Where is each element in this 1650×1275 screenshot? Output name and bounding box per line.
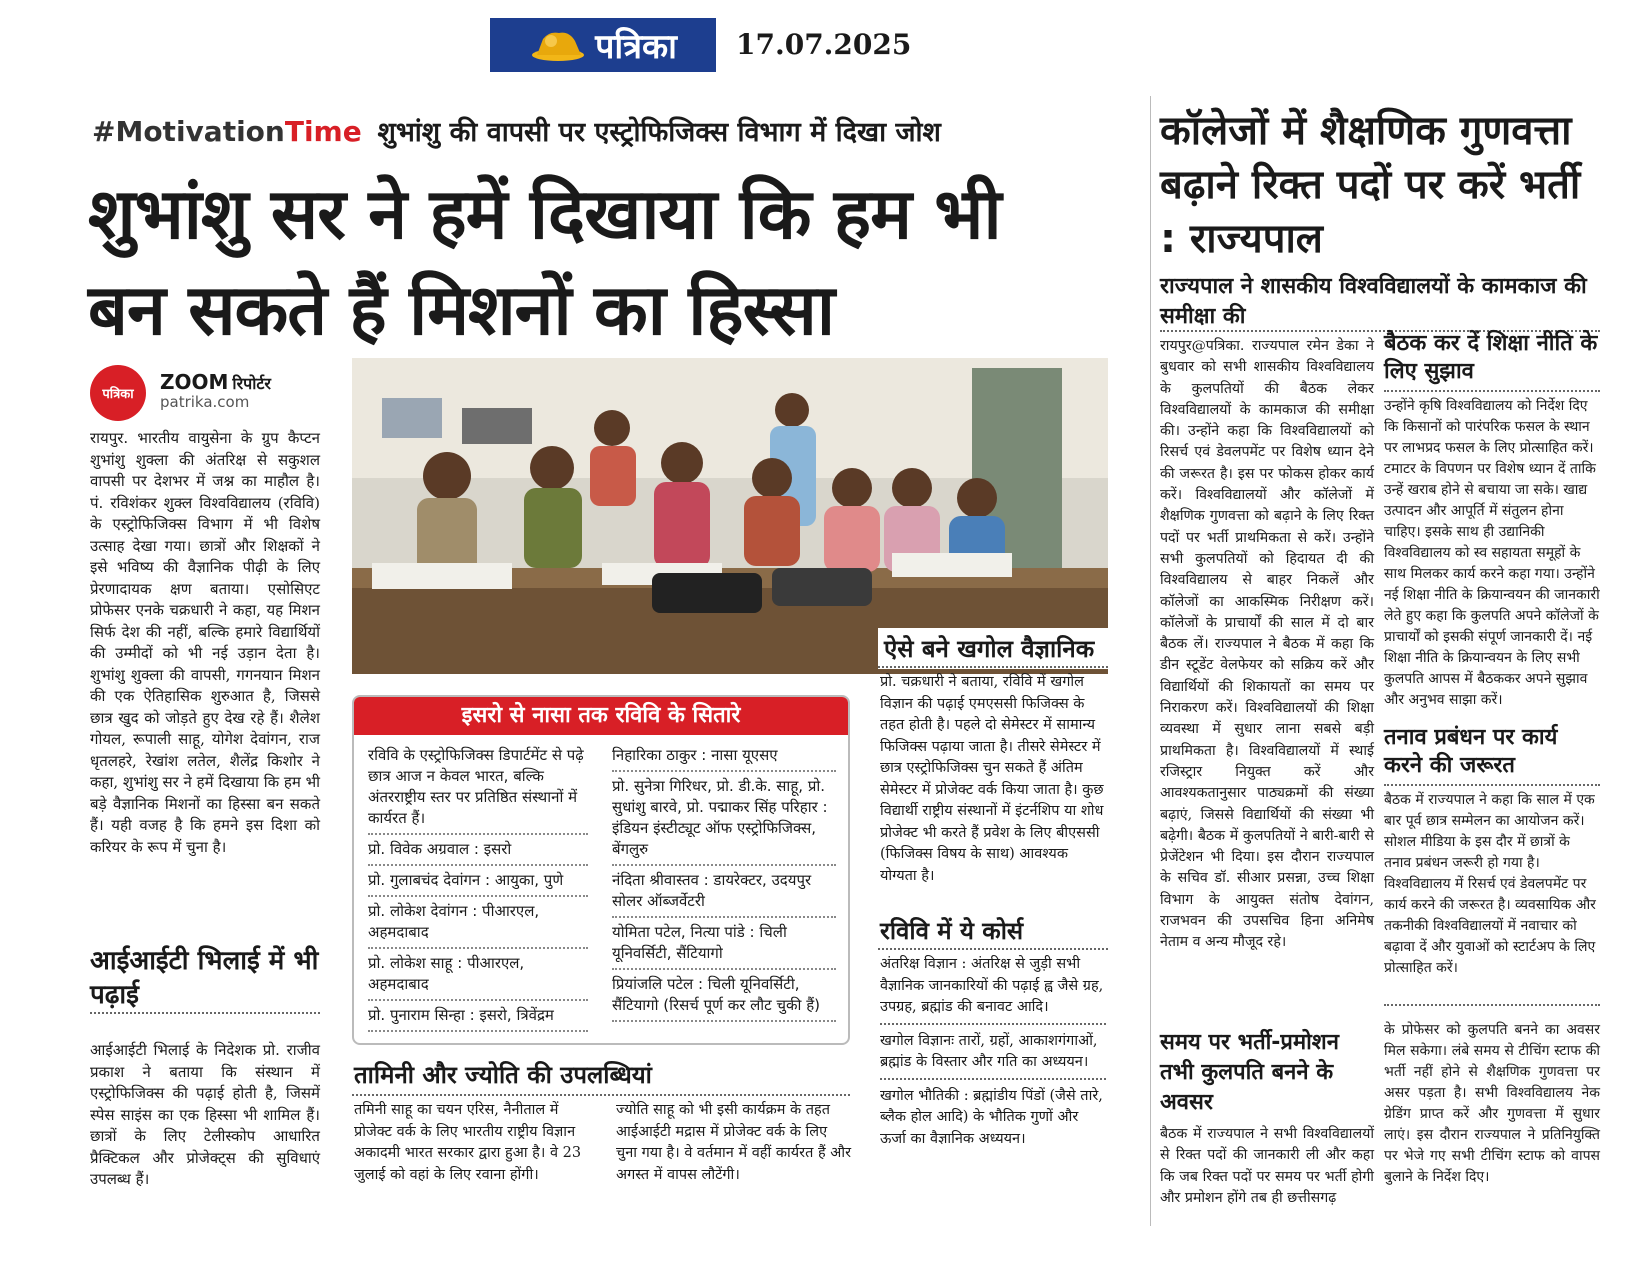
achievements-heading: तामिनी और ज्योति की उपलब्धियां (354, 1061, 652, 1089)
alumni-item: प्रियांजलि पटेल : चिली यूनिवर्सिटी, सैंटियागो (रिसर्च पूर्ण कर लौट चुकी हैं) (612, 972, 836, 1022)
alumni-item: प्रो. पुनाराम सिन्हा : इसरो, त्रिवेंद्रम (368, 1003, 588, 1032)
alumni-item: प्रो. लोकेश देवांगन : पीआरएल, अहमदाबाद (368, 899, 588, 949)
logo-text: पत्रिका (595, 27, 677, 67)
course-item: खगोल विज्ञानः तारों, ग्रहों, आकाशगंगाओं, ब्रह्मांड के विस्तार और गति का अध्ययन। (880, 1031, 1106, 1080)
course-item: खगोल भौतिकी : ब्रह्मांडीय पिंडों (जैसे तारे, ब्लैक होल आदि) के भौतिक गुणों और ऊर्जा का वैज्ञानिक अध्ययन। (880, 1087, 1103, 1147)
achievements-divider (352, 1094, 850, 1096)
tag-time: Time (284, 115, 362, 148)
iit-subhead: आईआईटी भिलाई में भी पढ़ाई (90, 944, 320, 1014)
alumni-item: योमिता पटेल, नित्या पांडे : चिली यूनिवर्सिटी, सैंटियागो (612, 920, 836, 970)
tamini-text: तमिनी साहू का चयन एरिस, नैनीताल में प्रोजेक्ट वर्क के लिए भारतीय राष्ट्रीय विज्ञान अकादमी भारत सरकार द्वारा हुआ है। वे 23 जुलाई को वहां के लिए रवाना होंगी। (354, 1102, 582, 1183)
alumni-right-column (612, 743, 836, 1024)
governor-deck: राज्यपाल ने शासकीय विश्वविद्यालयों के कामकाज की समीक्षा की (1160, 274, 1587, 329)
tag-motivation: #Motivation (92, 115, 285, 148)
alumni-box-title: इसरो से नासा तक रविवि के सितारे (354, 697, 848, 735)
courses-divider (878, 948, 1108, 950)
governor-body-b: उन्होंने कृषि विश्वविद्यालय को निर्देश दिए कि किसानों को पारंपरिक फसल के स्थान पर लाभप्रद फसल के लिए प्रोत्साहित करें। टमाटर के विपणन पर विशेष ध्यान दें ताकि उन्हें खराब होने से बचाया जा सके। खाद्य उत्पादन और आपूर्ति में संतुलन होना चाहिए। इसके साथ ही उद्यानिकी विश्वविद्यालय को स्व सहायता समूहों के साथ मिलकर कार्य करने कहा गया। उन्होंने नई शिक्षा नीति के क्रियान्वयन की जानकारी लेते हुए कहा कि कुलपति अपने कॉलेजों के प्राचार्यों को इसकी संपूर्ण जानकारी दें। नई शिक्षा नीति के क्रियान्वयन के लिए सभी कुलपति आपस में बैठककर अपने सुझाव और अनुभव साझा करें। (1384, 398, 1600, 708)
zoom-reporter (160, 370, 271, 394)
governor-body-b2: बैठक में राज्यपाल ने कहा कि साल में एक बार पूर्व छात्र सम्मेलन का आयोजन करें। सोशल मीडिया के इस दौर में छात्रों के तनाव प्रबंधन जरूरी हो गया है। विश्वविद्यालय में रिसर्च एवं डेवलपमेंट पर कार्य करने की जरूरत है। व्यवसायिक और तकनीकी विश्वविद्यालयों में नवाचार को बढ़ावा दें और युवाओं को स्टार्टअप के लिए प्रोत्साहित करें। (1384, 792, 1596, 976)
edition-date: 17.07.2025 (736, 28, 912, 61)
shiksha-divider (1384, 390, 1600, 392)
alumni-item: प्रो. गुलाबचंद देवांगन : आयुका, पुणे (368, 868, 588, 897)
course-item: अंतरिक्ष विज्ञान : अंतरिक्ष से जुड़ी सभी वैज्ञानिक जानकारियों की पढ़ाई ह्व जैसे ग्रह, उपग्रह, ब्रह्मांड की बनावट आदि। (880, 954, 1106, 1025)
main-headline: शुभांशु सर ने हमें दिखाया कि हम भी बन सकते हैं मिशनों का हिस्सा (88, 173, 1001, 351)
main-body-text: रायपुर. भारतीय वायुसेना के ग्रुप कैप्टन शुभांशु शुक्ला की अंतरिक्ष से सकुशल वापसी पर देशभर में जश्न का माहौल है। पं. रविशंकर शुक्ल विश्वविद्यालय (रविवि) के एस्ट्रोफिजिक्स विभाग में भी विशेष उत्साह देखा गया। छात्रों और शिक्षकों ने इसे भविष्य की वैज्ञानिक पीढ़ी के लिए प्रेरणादायक क्षण बताया। एसोसिएट प्रोफेसर एनके चक्रधारी ने कहा, यह मिशन सिर्फ देश की नहीं, बल्कि हमारे विद्यार्थियों की उम्मीदों को भी नई उड़ान देता है। शुभांशु शुक्ला की वापसी, गगनयान मिशन की एक ऐतिहासिक शुरुआत है, जिससे छात्र खुद को जोड़ते हुए देख रहे हैं। शैलेश गोयल, रूपाली साहू, योगेश देवांगन, राज धृतलहरे, रेखांश लतेल, शैलेंद्र किशोर ने कहा, शुभांशु सर ने हमें दिखाया कि हम भी बड़े वैज्ञानिक मिशनों का हिस्सा बन सकते हैं। यही वजह है कि हमने इस दिशा को करियर के रूप में चुना है। (90, 429, 321, 856)
alumni-box (352, 695, 850, 1045)
alumni-item: नंदिता श्रीवास्तव : डायरेक्टर, उदयपुर सोलर ऑब्जर्वेटरी (612, 868, 836, 918)
site-url: patrika.com (160, 393, 250, 411)
classroom-photo-illustration (352, 358, 1108, 674)
body-b3-divider (1384, 1004, 1600, 1006)
tanav-divider (1384, 784, 1600, 786)
lion-emblem-icon (529, 25, 587, 65)
patrika-badge: पत्रिका (90, 365, 146, 421)
bharti-subhead: समय पर भर्ती-प्रमोशन तभी कुलपति बनने के अवसर (1160, 1030, 1339, 1115)
governor-body-a2: बैठक में राज्यपाल ने सभी विश्वविद्यालयों से रिक्त पदों की जानकारी ली और कहा कि जब रिक्त पदों पर समय पर भर्ती होगी और प्रमोशन होंगे तब ही छत्तीसगढ़ (1160, 1126, 1374, 1206)
governor-headline: कॉलेजों में शैक्षणिक गुणवत्ता बढ़ाने रिक्त पदों पर करें भर्ती : राज्यपाल (1160, 108, 1581, 262)
khagol-heading: ऐसे बने खगोल वैज्ञानिक (878, 628, 1108, 669)
alumni-item: प्रो. विवेक अग्रवाल : इसरो (368, 837, 588, 866)
iit-body: आईआईटी भिलाई के निदेशक प्रो. राजीव प्रकाश ने बताया कि संस्थान में एस्ट्रोफिजिक्स की पढ़ाई होती है, जिसमें स्पेस साइंस का एक हिस्सा भी शामिल हैं। छात्रों के लिए टेलीस्कोप आधारित प्रैक्टिकल और प्रोजेक्ट्स की सुविधाएं उपलब्ध हैं। (90, 1041, 320, 1188)
tanav-subhead: तनाव प्रबंधन पर कार्य करने की जरूरत (1384, 725, 1558, 778)
motivation-tag (92, 112, 941, 149)
alumni-item: निहारिका ठाकुर : नासा यूएसए (612, 743, 836, 772)
governor-body-b3: के प्रोफेसर को कुलपति बनने का अवसर मिल सकेगा। लंबे समय से टीचिंग स्टाफ की भर्ती नहीं होने से शैक्षणिक गुणवत्ता पर असर पड़ता है। सभी विश्वविद्यालय नेक ग्रेडिंग प्राप्त करें और गुणवत्ता में सुधार लाएं। इस दौरान राज्यपाल ने प्रतिनियुक्ति पर भेजे गए सभी टीचिंग स्टाफ को वापस बुलाने के निर्देश दिए। (1384, 1022, 1600, 1185)
masthead-logo (490, 18, 716, 72)
alumni-left-column (368, 743, 588, 1034)
alumni-item: प्रो. लोकेश साहू : पीआरएल, अहमदाबाद (368, 951, 588, 1001)
khagol-divider (878, 666, 1108, 668)
alumni-item: प्रो. सुनेत्रा गिरिधर, प्रो. डी.के. साहू, प्रो. सुधांशु बारवे, प्रो. पद्माकर सिंह परिहार : इंडियन इंस्टीट्यूट ऑफ एस्ट्रोफिजिक्स, बेंगलुरु (612, 774, 836, 866)
courses-list (880, 954, 1106, 1150)
students-photo (352, 358, 1108, 674)
jyoti-text: ज्योति साहू को भी इसी कार्यक्रम के तहत आईआईटी मद्रास में प्रोजेक्ट वर्क के लिए चुना गया है। वे वर्तमान में वहीं कार्यरत हैं और अगस्त में वापस लौटेंगी। (616, 1102, 852, 1183)
reporter-label: रिपोर्टर (232, 374, 271, 393)
zoom-logo: ZOOM (160, 370, 229, 394)
courses-heading: रविवि में ये कोर्स (880, 917, 1024, 945)
column-rule (1150, 96, 1151, 1226)
alumni-intro: रविवि के एस्ट्रोफिजिक्स डिपार्टमेंट से पढ़े छात्र आज न केवल भारत, बल्कि अंतरराष्ट्रीय स्तर पर प्रतिष्ठित संस्थानों में कार्यरत हैं। (368, 743, 588, 835)
kicker-subhead: शुभांशु की वापसी पर एस्ट्रोफिजिक्स विभाग में दिखा जोश (377, 117, 941, 148)
shiksha-subhead: बैठक कर दें शिक्षा नीति के लिए सुझाव (1384, 331, 1598, 384)
khagol-body: प्रो. चक्रधारी ने बताया, रविवि में खगोल विज्ञान की पढ़ाई एमएससी फिजिक्स के तहत होती है। पहले दो सेमेस्टर में सामान्य फिजिक्स पढ़ाया जाता है। तीसरे सेमेस्टर में छात्र एस्ट्रोफिजिक्स चुन सकते हैं अंतिम सेमेस्टर में प्रोजेक्ट वर्क किया जाता है। कुछ विद्यार्थी राष्ट्रीय संस्थानों में इंटर्नशिप या शोध प्रोजेक्ट भी करते हैं प्रवेश के लिए बीएससी (फिजिक्स विषय के साथ) आवश्यक योग्यता है। (880, 674, 1104, 884)
governor-body-a: रायपुर@पत्रिका. राज्यपाल रमेन डेका ने बुधवार को सभी शासकीय विश्वविद्यालय के कुलपतियों की बैठक लेकर विश्वविद्यालयों के कामकाज की समीक्षा की। उन्होंने कहा कि विश्वविद्यालयों को रिसर्च एवं डेवलपमेंट पर विशेष ध्यान देने की जरूरत है। इस पर फोकस होकर कार्य करें। विश्वविद्यालयों और कॉलेजों में शैक्षणिक गुणवत्ता को बढ़ाने के लिए रिक्त पदों पर भर्ती प्राथमिकता से करें। उन्होंने सभी कुलपतियों को हिदायत दी की विश्वविद्यालय से बाहर निकलें और कॉलेजों का आकस्मिक निरीक्षण करें। कॉलेजों के प्राचार्यों की साल में दो बार बैठक लें। राज्यपाल ने बैठक में कहा कि डीन स्टूडेंट वेलफेयर को सक्रिय करें और विद्यार्थियों की शिकायतों का समय पर निराकरण करें। विश्वविद्यालयों की शिक्षा व्यवस्था में सुधार लाना सबसे बड़ी प्राथमिकता है। विश्वविद्यालयों में स्थाई रजिस्ट्रार नियुक्त करें और आवश्यकतानुसार पाठ्यक्रमों की संख्या बढ़ाएं, जिससे विद्यार्थियों की संख्या भी बढ़ेगी। बैठक में कुलपतियों ने बारी-बारी से प्रेजेंटेशन भी दिया। इस दौरान राज्यपाल के सचिव डॉ. सीआर प्रसन्ना, उच्च शिक्षा विभाग के आयुक्त संतोष देवांगन, राजभवन की उपसचिव हिना अनिमेष नेताम व अन्य मौजूद रहे। (1160, 338, 1374, 951)
